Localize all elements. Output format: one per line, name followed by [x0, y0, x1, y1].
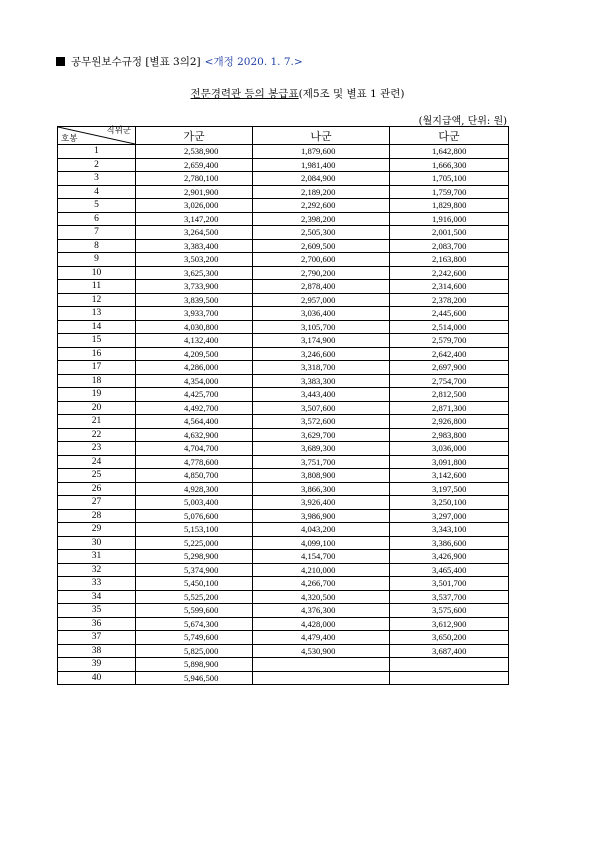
value-cell-b: 3,105,700 — [253, 320, 390, 334]
table-row — [58, 347, 509, 361]
value-cell-c: 2,983,800 — [390, 428, 509, 442]
step-cell: 5 — [58, 199, 136, 213]
value-cell-b: 3,383,300 — [253, 374, 390, 388]
table-row — [58, 280, 509, 294]
corner-label-position-group: 직위군 — [106, 126, 131, 136]
table-row — [58, 469, 509, 483]
value-cell-c: 3,501,700 — [390, 577, 509, 591]
value-cell-c: 3,687,400 — [390, 644, 509, 658]
table-row — [58, 185, 509, 199]
value-cell-a: 4,132,400 — [136, 334, 253, 348]
table-row — [58, 590, 509, 604]
value-cell-a: 4,425,700 — [136, 388, 253, 402]
value-cell-b: 1,981,400 — [253, 158, 390, 172]
table-row — [58, 509, 509, 523]
title-main: 전문경력관 등의 봉급표 — [190, 88, 299, 100]
step-cell: 23 — [58, 442, 136, 456]
value-cell-c: 3,386,600 — [390, 536, 509, 550]
step-cell: 16 — [58, 347, 136, 361]
value-cell-b: 2,700,600 — [253, 253, 390, 267]
value-cell-a: 5,003,400 — [136, 496, 253, 510]
step-cell: 37 — [58, 631, 136, 645]
column-header-a: 가군 — [136, 127, 253, 145]
table-row — [58, 401, 509, 415]
value-cell-a: 5,225,000 — [136, 536, 253, 550]
step-cell: 17 — [58, 361, 136, 375]
value-cell-b: 2,957,000 — [253, 293, 390, 307]
value-cell-b: 3,246,600 — [253, 347, 390, 361]
value-cell-b: 3,174,900 — [253, 334, 390, 348]
step-cell: 20 — [58, 401, 136, 415]
value-cell-c: 3,650,200 — [390, 631, 509, 645]
value-cell-c: 2,242,600 — [390, 266, 509, 280]
table-row — [58, 212, 509, 226]
value-cell-a: 3,383,400 — [136, 239, 253, 253]
value-cell-c: 2,754,700 — [390, 374, 509, 388]
column-header-b: 나군 — [253, 127, 390, 145]
value-cell-b — [253, 658, 390, 672]
value-cell-c: 2,445,600 — [390, 307, 509, 321]
step-cell: 3 — [58, 172, 136, 186]
step-cell: 9 — [58, 253, 136, 267]
step-cell: 1 — [58, 145, 136, 159]
value-cell-a: 5,374,900 — [136, 563, 253, 577]
step-cell: 34 — [58, 590, 136, 604]
step-cell: 13 — [58, 307, 136, 321]
salary-table — [57, 126, 509, 685]
value-cell-a: 3,625,300 — [136, 266, 253, 280]
step-cell: 19 — [58, 388, 136, 402]
step-cell: 35 — [58, 604, 136, 618]
value-cell-c: 1,666,300 — [390, 158, 509, 172]
value-cell-a: 4,928,300 — [136, 482, 253, 496]
value-cell-b: 1,879,600 — [253, 145, 390, 159]
value-cell-a: 4,354,000 — [136, 374, 253, 388]
table-row — [58, 550, 509, 564]
table-row — [58, 523, 509, 537]
value-cell-a: 5,298,900 — [136, 550, 253, 564]
value-cell-c: 3,612,900 — [390, 617, 509, 631]
step-cell: 27 — [58, 496, 136, 510]
value-cell-a: 3,026,000 — [136, 199, 253, 213]
value-cell-a: 5,749,600 — [136, 631, 253, 645]
value-cell-c: 2,926,800 — [390, 415, 509, 429]
table-row — [58, 536, 509, 550]
step-cell: 36 — [58, 617, 136, 631]
value-cell-a: 5,946,500 — [136, 671, 253, 685]
value-cell-b: 3,751,700 — [253, 455, 390, 469]
value-cell-c: 1,829,800 — [390, 199, 509, 213]
value-cell-b: 2,609,500 — [253, 239, 390, 253]
value-cell-c: 3,036,000 — [390, 442, 509, 456]
table-row — [58, 577, 509, 591]
value-cell-b: 4,210,000 — [253, 563, 390, 577]
step-cell: 31 — [58, 550, 136, 564]
value-cell-b: 3,986,900 — [253, 509, 390, 523]
step-cell: 21 — [58, 415, 136, 429]
amendment-date: <개정 2020. 1. 7.> — [204, 56, 303, 68]
value-cell-c: 2,163,800 — [390, 253, 509, 267]
value-cell-c — [390, 658, 509, 672]
value-cell-a: 4,632,900 — [136, 428, 253, 442]
value-cell-a: 5,599,600 — [136, 604, 253, 618]
unit-note: (월지급액, 단위: 원) — [418, 116, 507, 127]
table-row — [58, 496, 509, 510]
table-row — [58, 604, 509, 618]
corner-label-step: 호봉 — [61, 134, 78, 144]
value-cell-c: 1,642,800 — [390, 145, 509, 159]
step-cell: 14 — [58, 320, 136, 334]
value-cell-a: 5,674,300 — [136, 617, 253, 631]
value-cell-c: 3,250,100 — [390, 496, 509, 510]
table-row — [58, 442, 509, 456]
value-cell-c: 2,514,000 — [390, 320, 509, 334]
value-cell-c: 2,314,600 — [390, 280, 509, 294]
value-cell-a: 4,850,700 — [136, 469, 253, 483]
table-row — [58, 482, 509, 496]
step-cell: 26 — [58, 482, 136, 496]
value-cell-b: 4,099,100 — [253, 536, 390, 550]
table-row — [58, 239, 509, 253]
step-cell: 40 — [58, 671, 136, 685]
table-row — [58, 253, 509, 267]
value-cell-a: 3,733,900 — [136, 280, 253, 294]
value-cell-a: 4,286,000 — [136, 361, 253, 375]
black-square-icon — [56, 57, 65, 66]
value-cell-a: 3,503,200 — [136, 253, 253, 267]
regulation-reference: 공무원보수규정 [별표 3의2] — [71, 56, 201, 68]
step-cell: 28 — [58, 509, 136, 523]
step-cell: 38 — [58, 644, 136, 658]
value-cell-b: 4,428,000 — [253, 617, 390, 631]
table-row — [58, 428, 509, 442]
value-cell-c: 3,091,800 — [390, 455, 509, 469]
value-cell-b: 2,398,200 — [253, 212, 390, 226]
value-cell-b: 4,043,200 — [253, 523, 390, 537]
step-cell: 8 — [58, 239, 136, 253]
value-cell-b: 3,808,900 — [253, 469, 390, 483]
value-cell-c: 1,759,700 — [390, 185, 509, 199]
table-title — [0, 86, 595, 101]
value-cell-a: 3,839,500 — [136, 293, 253, 307]
table-row — [58, 172, 509, 186]
value-cell-a: 3,933,700 — [136, 307, 253, 321]
step-cell: 33 — [58, 577, 136, 591]
value-cell-c: 2,812,500 — [390, 388, 509, 402]
table-row — [58, 334, 509, 348]
value-cell-c: 3,465,400 — [390, 563, 509, 577]
value-cell-b: 4,376,300 — [253, 604, 390, 618]
step-cell: 24 — [58, 455, 136, 469]
value-cell-a: 4,209,500 — [136, 347, 253, 361]
value-cell-b: 2,292,600 — [253, 199, 390, 213]
step-cell: 39 — [58, 658, 136, 672]
value-cell-c: 2,579,700 — [390, 334, 509, 348]
value-cell-a: 4,778,600 — [136, 455, 253, 469]
step-cell: 4 — [58, 185, 136, 199]
value-cell-b: 3,689,300 — [253, 442, 390, 456]
step-cell: 25 — [58, 469, 136, 483]
table-row — [58, 320, 509, 334]
step-cell: 7 — [58, 226, 136, 240]
value-cell-a: 5,525,200 — [136, 590, 253, 604]
value-cell-b: 3,572,600 — [253, 415, 390, 429]
step-cell: 29 — [58, 523, 136, 537]
table-row — [58, 455, 509, 469]
title-sub: (제5조 및 별표 1 관련) — [298, 88, 405, 100]
value-cell-c: 2,642,400 — [390, 347, 509, 361]
value-cell-b: 2,790,200 — [253, 266, 390, 280]
value-cell-b: 3,866,300 — [253, 482, 390, 496]
value-cell-b: 2,189,200 — [253, 185, 390, 199]
value-cell-b: 4,530,900 — [253, 644, 390, 658]
value-cell-b: 4,320,500 — [253, 590, 390, 604]
value-cell-c: 2,378,200 — [390, 293, 509, 307]
step-cell: 2 — [58, 158, 136, 172]
table-row — [58, 199, 509, 213]
value-cell-a: 2,659,400 — [136, 158, 253, 172]
step-cell: 11 — [58, 280, 136, 294]
value-cell-c: 3,537,700 — [390, 590, 509, 604]
value-cell-c: 2,697,900 — [390, 361, 509, 375]
value-cell-c: 3,575,600 — [390, 604, 509, 618]
table-row — [58, 671, 509, 685]
value-cell-c: 3,297,000 — [390, 509, 509, 523]
value-cell-a: 5,153,100 — [136, 523, 253, 537]
value-cell-c: 3,343,100 — [390, 523, 509, 537]
table-row — [58, 158, 509, 172]
table-row — [58, 388, 509, 402]
table-row — [58, 374, 509, 388]
value-cell-b: 3,926,400 — [253, 496, 390, 510]
step-cell: 30 — [58, 536, 136, 550]
value-cell-a: 4,564,400 — [136, 415, 253, 429]
value-cell-c: 3,197,500 — [390, 482, 509, 496]
corner-header-cell — [58, 127, 136, 145]
step-cell: 18 — [58, 374, 136, 388]
value-cell-c: 3,426,900 — [390, 550, 509, 564]
value-cell-b: 4,154,700 — [253, 550, 390, 564]
table-header-row — [58, 127, 509, 145]
table-row — [58, 266, 509, 280]
table-row — [58, 307, 509, 321]
value-cell-a: 4,704,700 — [136, 442, 253, 456]
column-header-c: 다군 — [390, 127, 509, 145]
table-row — [58, 658, 509, 672]
table-row — [58, 226, 509, 240]
value-cell-a: 5,825,000 — [136, 644, 253, 658]
table-row — [58, 145, 509, 159]
document-header — [56, 54, 303, 69]
value-cell-b: 2,505,300 — [253, 226, 390, 240]
table-row — [58, 415, 509, 429]
value-cell-a: 2,538,900 — [136, 145, 253, 159]
value-cell-a: 4,030,800 — [136, 320, 253, 334]
table-row — [58, 293, 509, 307]
value-cell-a: 3,147,200 — [136, 212, 253, 226]
table-row — [58, 644, 509, 658]
table-row — [58, 617, 509, 631]
step-cell: 10 — [58, 266, 136, 280]
value-cell-a: 4,492,700 — [136, 401, 253, 415]
value-cell-b: 3,318,700 — [253, 361, 390, 375]
value-cell-c: 1,916,000 — [390, 212, 509, 226]
value-cell-c: 2,001,500 — [390, 226, 509, 240]
step-cell: 15 — [58, 334, 136, 348]
value-cell-a: 3,264,500 — [136, 226, 253, 240]
value-cell-a: 5,898,900 — [136, 658, 253, 672]
step-cell: 22 — [58, 428, 136, 442]
value-cell-c: 3,142,600 — [390, 469, 509, 483]
value-cell-a: 5,450,100 — [136, 577, 253, 591]
value-cell-b — [253, 671, 390, 685]
value-cell-a: 2,780,100 — [136, 172, 253, 186]
value-cell-c: 2,083,700 — [390, 239, 509, 253]
table-row — [58, 563, 509, 577]
table-row — [58, 361, 509, 375]
value-cell-a: 5,076,600 — [136, 509, 253, 523]
value-cell-b: 2,084,900 — [253, 172, 390, 186]
value-cell-c — [390, 671, 509, 685]
value-cell-b: 3,443,400 — [253, 388, 390, 402]
table-row — [58, 631, 509, 645]
step-cell: 12 — [58, 293, 136, 307]
value-cell-a: 2,901,900 — [136, 185, 253, 199]
step-cell: 6 — [58, 212, 136, 226]
value-cell-b: 2,878,400 — [253, 280, 390, 294]
value-cell-c: 2,871,300 — [390, 401, 509, 415]
value-cell-b: 3,629,700 — [253, 428, 390, 442]
step-cell: 32 — [58, 563, 136, 577]
value-cell-b: 3,507,600 — [253, 401, 390, 415]
value-cell-b: 4,479,400 — [253, 631, 390, 645]
value-cell-b: 3,036,400 — [253, 307, 390, 321]
value-cell-c: 1,705,100 — [390, 172, 509, 186]
value-cell-b: 4,266,700 — [253, 577, 390, 591]
